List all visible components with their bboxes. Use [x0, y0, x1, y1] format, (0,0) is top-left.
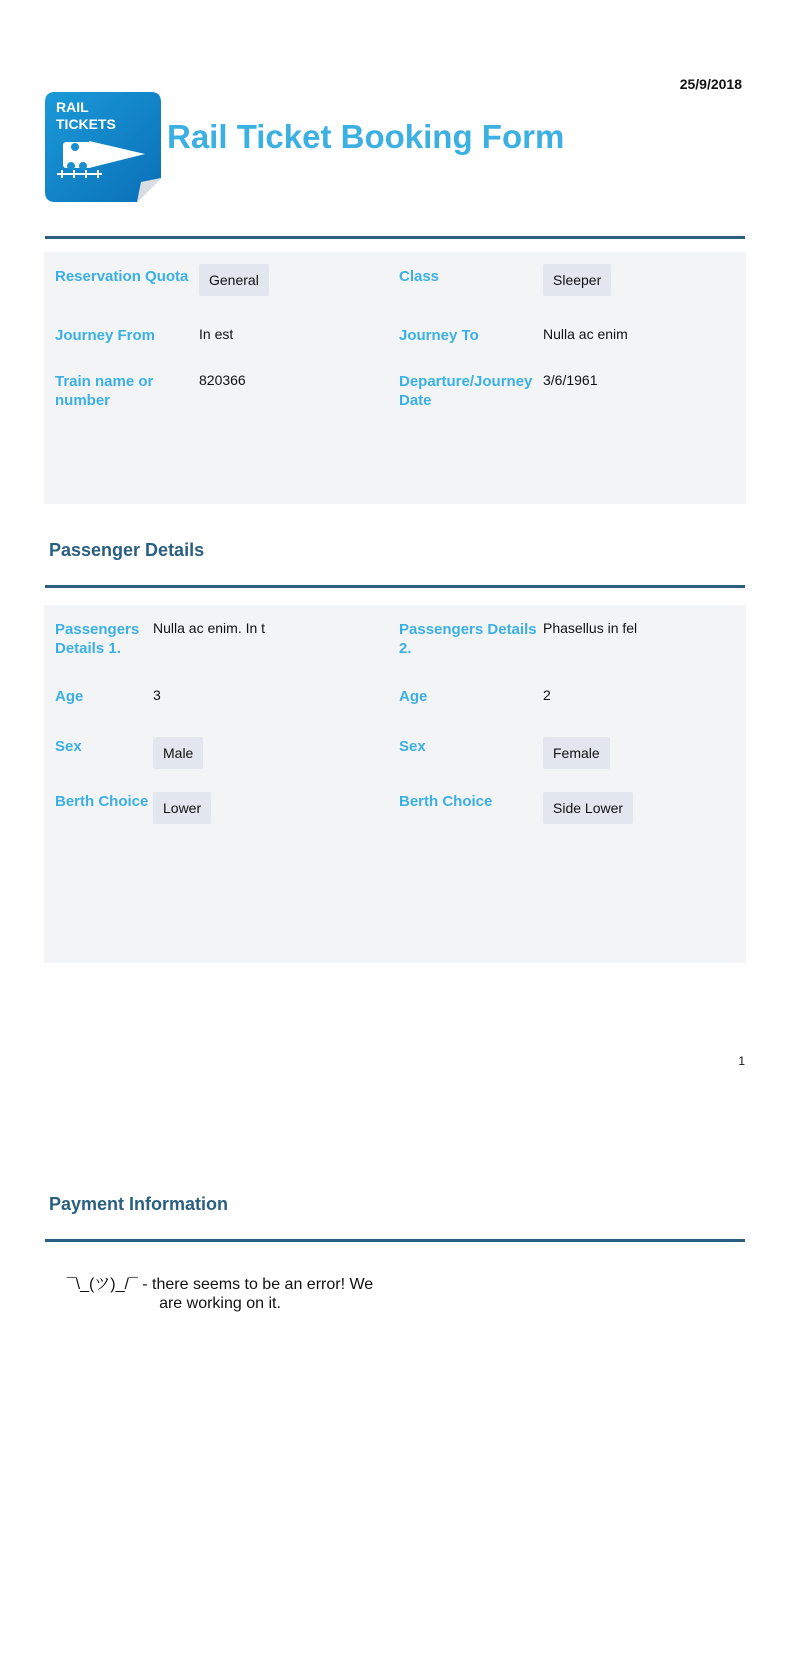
journey-from-field[interactable]: In est — [199, 326, 234, 342]
payment-information-heading: Payment Information — [49, 1194, 229, 1214]
passenger1-age-field[interactable]: 3 — [153, 687, 161, 703]
passenger2-details-field[interactable]: Phasellus in fel — [543, 620, 638, 636]
reservation-quota-field[interactable]: General — [199, 264, 269, 296]
departure-date-label: Departure/Journey Date — [399, 373, 533, 409]
class-field[interactable]: Sleeper — [543, 264, 611, 296]
train-field[interactable]: 820366 — [199, 372, 246, 388]
document-date: 25/9/2018 — [679, 76, 742, 92]
passenger1-age-label: Age — [55, 688, 84, 705]
passenger2-berth-label: Berth Choice — [399, 793, 493, 810]
reservation-quota-label: Reservation Quota — [55, 268, 189, 285]
rail-tickets-logo — [45, 92, 161, 202]
divider — [45, 236, 745, 239]
departure-date-field[interactable]: 3/6/1961 — [543, 372, 598, 388]
divider — [45, 1239, 745, 1242]
page-title: Rail Ticket Booking Form — [167, 118, 565, 155]
passenger2-berth-field[interactable]: Side Lower — [543, 792, 633, 824]
class-label: Class — [399, 268, 440, 285]
journey-to-label: Journey To — [399, 327, 479, 344]
divider — [45, 585, 745, 588]
passenger1-details-field[interactable]: Nulla ac enim. In t — [153, 620, 266, 636]
passenger1-sex-label: Sex — [55, 738, 82, 755]
passenger-details-heading: Passenger Details — [49, 540, 205, 560]
logo-text-line1: RAIL — [56, 99, 89, 115]
page-number: 1 — [738, 1054, 745, 1068]
passenger2-age-field[interactable]: 2 — [543, 687, 551, 703]
train-label: Train name or number — [55, 373, 154, 409]
passenger1-berth-field[interactable]: Lower — [153, 792, 211, 824]
passenger2-sex-label: Sex — [399, 738, 426, 755]
passenger2-details-label: Passengers Details 2. — [399, 621, 537, 657]
passenger1-berth-label: Berth Choice — [55, 793, 149, 810]
booking-panel — [44, 252, 746, 504]
passenger2-age-label: Age — [399, 688, 428, 705]
journey-to-field[interactable]: Nulla ac enim — [543, 326, 628, 342]
logo-text-line2: TICKETS — [56, 116, 116, 132]
passenger1-details-label: Passengers Details 1. — [55, 621, 140, 657]
passenger1-sex-field[interactable]: Male — [153, 737, 203, 769]
passenger2-sex-field[interactable]: Female — [543, 737, 610, 769]
passenger-panel — [44, 605, 746, 963]
journey-from-label: Journey From — [55, 327, 156, 344]
payment-error-message: ¯\_(ツ)_/¯ - there seems to be an error! We are working on it. — [66, 1276, 374, 1312]
